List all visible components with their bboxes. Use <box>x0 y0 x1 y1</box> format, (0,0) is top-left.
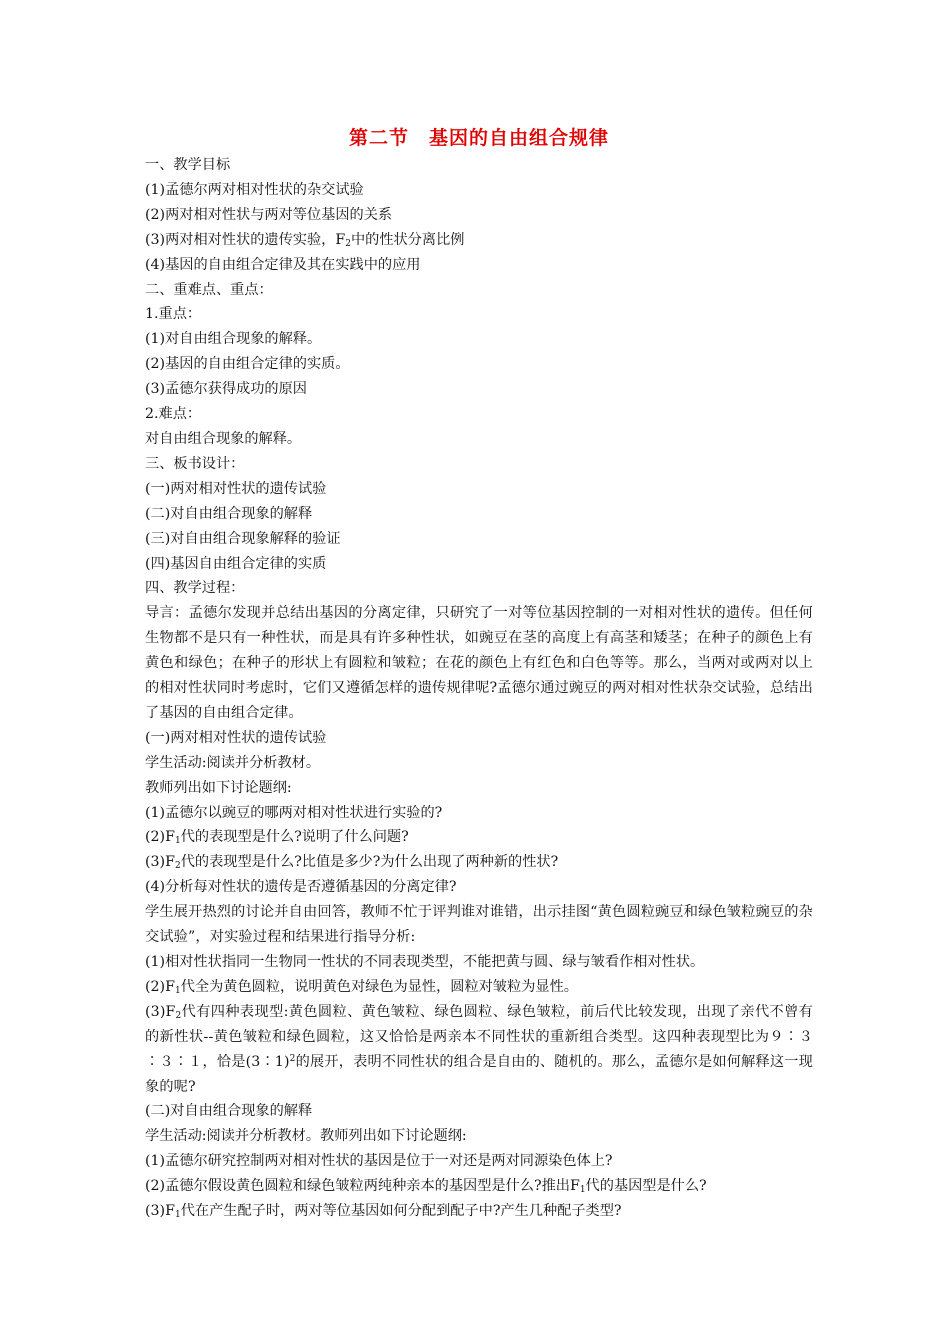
body-text: 对自由组合现象的解释。 <box>145 430 302 447</box>
text-segment: (3)两对相对性状的遗传实验，F <box>145 231 346 248</box>
question-item: (1)孟德尔研究控制两对相对性状的基因是位于一对还是两对同源染色体上? <box>145 1153 613 1170</box>
list-item: (1)对自由组合现象的解释。 <box>145 331 322 348</box>
body-text: 教师列出如下讨论题纲: <box>145 779 292 796</box>
text-segment: 代全为黄色圆粒，说明黄色对绿色为显性，圆粒对皱粒为显性。 <box>180 978 578 995</box>
page-title: 第二节 基因的自由组合规律 <box>348 127 609 149</box>
text-segment: 代在产生配子时，两对等位基因如何分配到配子中?产生几种配子类型? <box>180 1203 622 1220</box>
text-segment: (2)孟德尔假设黄色圆粒和绿色皱粒两纯种亲本的基因型是什么?推出F <box>145 1178 580 1195</box>
subscript: 1 <box>174 1210 181 1221</box>
section-heading: 一、教学目标 <box>145 157 231 173</box>
subscript: 2 <box>174 861 181 872</box>
list-item <box>145 228 813 253</box>
section-heading: 三、板书设计： <box>145 455 245 472</box>
text-segment: 代的基因型是什么? <box>585 1178 707 1195</box>
body-text: 学生活动:阅读并分析教材。教师列出如下讨论题纲: <box>145 1128 467 1145</box>
text-segment: (2)F <box>145 978 175 995</box>
text-segment: 代的表现型是什么?比值是多少?为什么出现了两种新的性状? <box>180 854 559 871</box>
sub-heading: 1.重点： <box>145 306 202 323</box>
question-item: (4)分析每对性状的遗传是否遵循基因的分离定律? <box>145 879 457 896</box>
question-item: (1)孟德尔以豌豆的哪两对相对性状进行实验的? <box>145 804 443 821</box>
text-segment: (3)F <box>145 1203 175 1220</box>
text-segment: 代有四种表现型:黄色圆粒、黄色皱粒、绿色圆粒、绿色皱粒，前后代比较发现，出现了亲代不曾有的新性状--黄色皱粒和绿色圆粒，这又恰恰是两亲本不同性状的重新组合类型。这四种表现型比为９∶３∶３∶１，恰是(3∶1) <box>145 1003 813 1070</box>
text-segment: (3)F <box>145 1003 176 1020</box>
superscript: 2 <box>289 1053 296 1064</box>
answer-item <box>145 1000 813 1100</box>
document-page <box>145 124 813 1224</box>
text-segment: 中的性状分离比例 <box>350 231 465 248</box>
answer-item <box>145 975 813 1000</box>
subscript: 1 <box>174 836 181 847</box>
list-item: (一)两对相对性状的遗传试验 <box>145 480 327 497</box>
list-item: (2)两对相对性状与两对等位基因的关系 <box>145 206 393 223</box>
body-text: 学生活动:阅读并分析教材。 <box>145 754 321 771</box>
subscript: 2 <box>175 1010 182 1021</box>
list-item: (2)基因的自由组合定律的实质。 <box>145 356 350 373</box>
subscript: 1 <box>174 985 181 996</box>
sub-heading: 2.难点： <box>145 406 202 423</box>
sub-heading: (二)对自由组合现象的解释 <box>145 1103 313 1120</box>
list-item: (4)基因的自由组合定律及其在实践中的应用 <box>145 256 421 273</box>
section-heading: 四、教学过程： <box>145 580 245 597</box>
list-item: (三)对自由组合现象解释的验证 <box>145 530 341 547</box>
question-item <box>145 1199 813 1224</box>
question-item <box>145 825 813 850</box>
question-item <box>145 850 813 875</box>
subscript: 2 <box>345 238 351 249</box>
section-heading: 二、重难点、重点： <box>145 281 273 298</box>
intro-paragraph: 导言：孟德尔发现并总结出基因的分离定律，只研究了一对等位基因控制的一对相对性状的遗传。但任何生物都不是只有一种性状，而是具有许多种性状，如豌豆在茎的高度上有高茎和矮茎；在种子的颜色上有黄色和绿色；在种子的形状上有圆粒和皱粒；在花的颜色上有红色和白色等等。那么，当两对或两对以上的相对性状同时考虑时，它们又遵循怎样的遗传规律呢?孟德尔通过豌豆的两对相对性状杂交试验，总结出了基因的自由组合定律。 <box>145 605 813 721</box>
text-segment: 代的表现型是什么?说明了什么问题? <box>180 829 409 846</box>
text-segment: 的展开，表明不同性状的组合是自由的、随机的。那么，孟德尔是如何解释这一现象的呢? <box>145 1053 813 1095</box>
text-segment: (3)F <box>145 854 175 871</box>
subscript: 1 <box>579 1185 586 1196</box>
list-item: (四)基因自由组合定律的实质 <box>145 555 327 572</box>
question-item <box>145 1174 813 1199</box>
list-item: (二)对自由组合现象的解释 <box>145 505 313 522</box>
answer-item: (1)相对性状指同一生物同一性状的不同表现类型，不能把黄与圆、绿与皱看作相对性状。 <box>145 954 705 970</box>
list-item: (3)孟德尔获得成功的原因 <box>145 381 307 398</box>
discussion-paragraph: 学生展开热烈的讨论并自由回答，教师不忙于评判谁对谁错，出示挂图“黄色圆粒豌豆和绿色皱粒豌豆的杂交试验”，对实验过程和结果进行指导分析: <box>145 904 813 946</box>
list-item: (1)孟德尔两对相对性状的杂交试验 <box>145 181 364 198</box>
text-segment: (2)F <box>145 829 175 846</box>
sub-heading: (一)两对相对性状的遗传试验 <box>145 729 327 746</box>
